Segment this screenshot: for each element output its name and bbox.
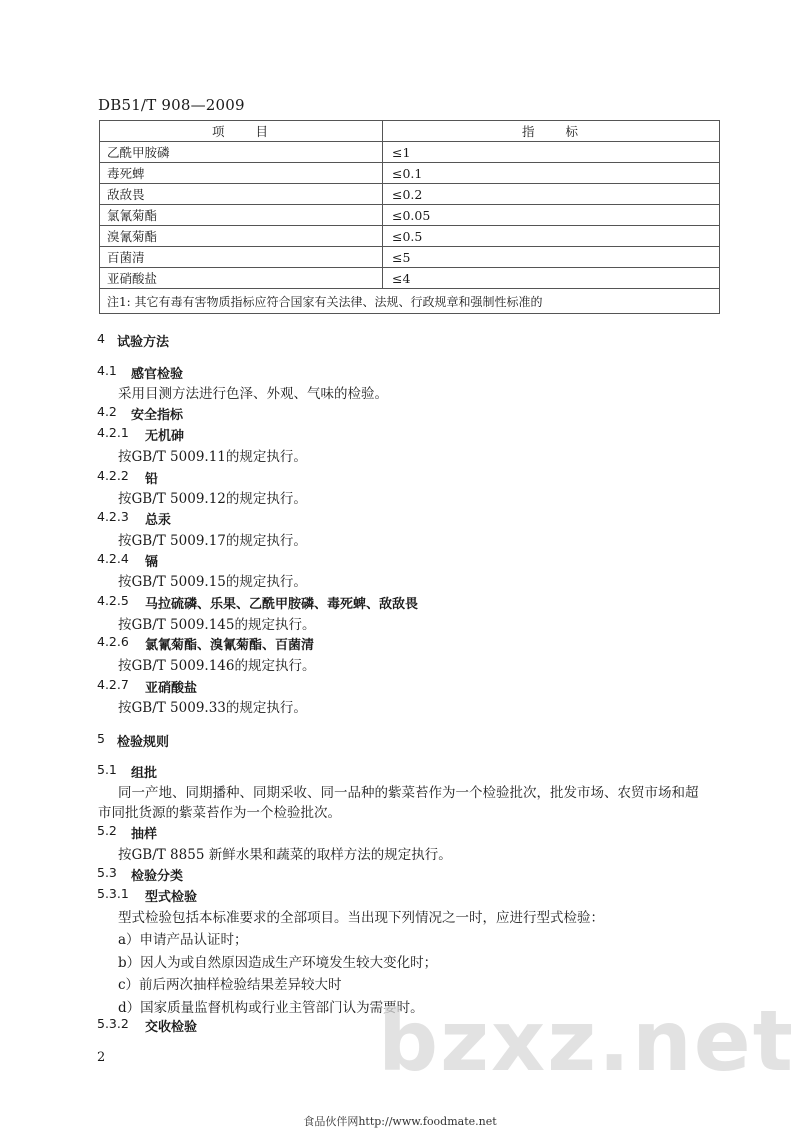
table-note: 注1: 其它有毒有害物质指标应符合国家有关法律、法规、行政规章和强制性标准的 [100, 289, 720, 314]
section-title: 总汞 [145, 513, 172, 528]
section-title: 无机砷 [145, 429, 185, 444]
section-number: 4 [97, 331, 105, 346]
list-item: a）申请产品认证时； [118, 932, 248, 948]
list-item: c）前后两次抽样检验结果差异较大时 [118, 977, 342, 993]
section-number: 4.1 [97, 363, 117, 378]
section-text: 型式检验包括本标准要求的全部项目。当出现下列情况之一时，应进行型式检验： [118, 910, 604, 926]
table-row [100, 205, 720, 226]
section-text: 按GB/T 8855 新鲜水果和蔬菜的取样方法的规定执行。 [118, 847, 452, 863]
section-title: 交收检验 [145, 1020, 198, 1035]
section-number: 4.2.1 [97, 425, 129, 440]
section-number: 5.3.1 [97, 886, 129, 901]
list-item: b）因人为或自然原因造成生产环境发生较大变化时； [118, 955, 438, 971]
table-row [100, 247, 720, 268]
section-text: 按GB/T 5009.15的规定执行。 [118, 574, 307, 590]
page-number: 2 [97, 1050, 106, 1065]
item-cell: 敌敌畏 [100, 184, 383, 205]
value-cell: ≤0.2 [383, 184, 720, 205]
section-title: 铅 [145, 472, 159, 487]
section-text: 按GB/T 5009.17的规定执行。 [118, 533, 307, 549]
value-cell: ≤0.5 [383, 226, 720, 247]
section-title: 型式检验 [145, 890, 198, 905]
section-number: 5.2 [97, 823, 117, 838]
section-text: 按GB/T 5009.12的规定执行。 [118, 491, 307, 507]
section-text: 市同批货源的紫菜苔作为一个检验批次。 [98, 805, 341, 821]
section-title: 检验分类 [131, 869, 184, 884]
document-id: DB51/T 908—2009 [98, 96, 245, 114]
table-row [100, 142, 720, 163]
item-cell: 百菌清 [100, 247, 383, 268]
section-number: 5.1 [97, 762, 117, 777]
section-title: 感官检验 [131, 367, 184, 382]
item-cell: 乙酰甲胺磷 [100, 142, 383, 163]
header-indicator: 指 标 [383, 121, 720, 142]
value-cell: ≤0.05 [383, 205, 720, 226]
section-number: 5 [97, 731, 105, 746]
section-title: 检验规则 [117, 735, 170, 750]
value-cell: ≤4 [383, 268, 720, 289]
section-title: 安全指标 [131, 408, 184, 423]
section-title: 镉 [145, 555, 159, 570]
section-title: 氯氰菊酯、溴氰菊酯、百菌清 [145, 638, 315, 653]
value-cell: ≤0.1 [383, 163, 720, 184]
table-note-row [100, 289, 720, 314]
section-number: 4.2.6 [97, 634, 129, 649]
section-title: 抽样 [131, 827, 158, 842]
section-title: 组批 [131, 766, 158, 781]
section-text: 按GB/T 5009.145的规定执行。 [118, 617, 316, 633]
section-text: 按GB/T 5009.33的规定执行。 [118, 700, 307, 716]
table-row [100, 226, 720, 247]
section-title: 亚硝酸盐 [145, 681, 198, 696]
section-title: 马拉硫磷、乐果、乙酰甲胺磷、毒死蜱、敌敌畏 [145, 597, 419, 612]
value-cell: ≤1 [383, 142, 720, 163]
section-number: 4.2.5 [97, 593, 129, 608]
table-row [100, 268, 720, 289]
section-title: 试验方法 [117, 335, 170, 350]
section-number: 5.3 [97, 865, 117, 880]
section-number: 5.3.2 [97, 1016, 129, 1031]
item-cell: 亚硝酸盐 [100, 268, 383, 289]
item-cell: 氯氰菊酯 [100, 205, 383, 226]
table-header-row [100, 121, 720, 142]
header-item: 项 目 [100, 121, 383, 142]
value-cell: ≤5 [383, 247, 720, 268]
section-text: 按GB/T 5009.146的规定执行。 [118, 658, 316, 674]
table-row [100, 163, 720, 184]
section-text: 同一产地、同期播种、同期采收、同一品种的紫菜苔作为一个检验批次，批发市场、农贸市场和超 [118, 785, 699, 801]
section-text: 采用目测方法进行色泽、外观、气味的检验。 [118, 386, 388, 402]
list-item: d）国家质量监督机构或行业主管部门认为需要时。 [118, 1000, 424, 1016]
item-cell: 毒死蜱 [100, 163, 383, 184]
section-number: 4.2 [97, 404, 117, 419]
item-cell: 溴氰菊酯 [100, 226, 383, 247]
footer-source: 食品伙伴网http://www.foodmate.net [303, 1115, 497, 1128]
section-number: 4.2.7 [97, 677, 129, 692]
section-text: 按GB/T 5009.11的规定执行。 [118, 449, 307, 465]
section-number: 4.2.4 [97, 551, 129, 566]
watermark: bzxz.net [378, 992, 795, 1090]
table-row [100, 184, 720, 205]
section-number: 4.2.3 [97, 509, 129, 524]
indicator-table [99, 120, 720, 314]
section-number: 4.2.2 [97, 468, 129, 483]
